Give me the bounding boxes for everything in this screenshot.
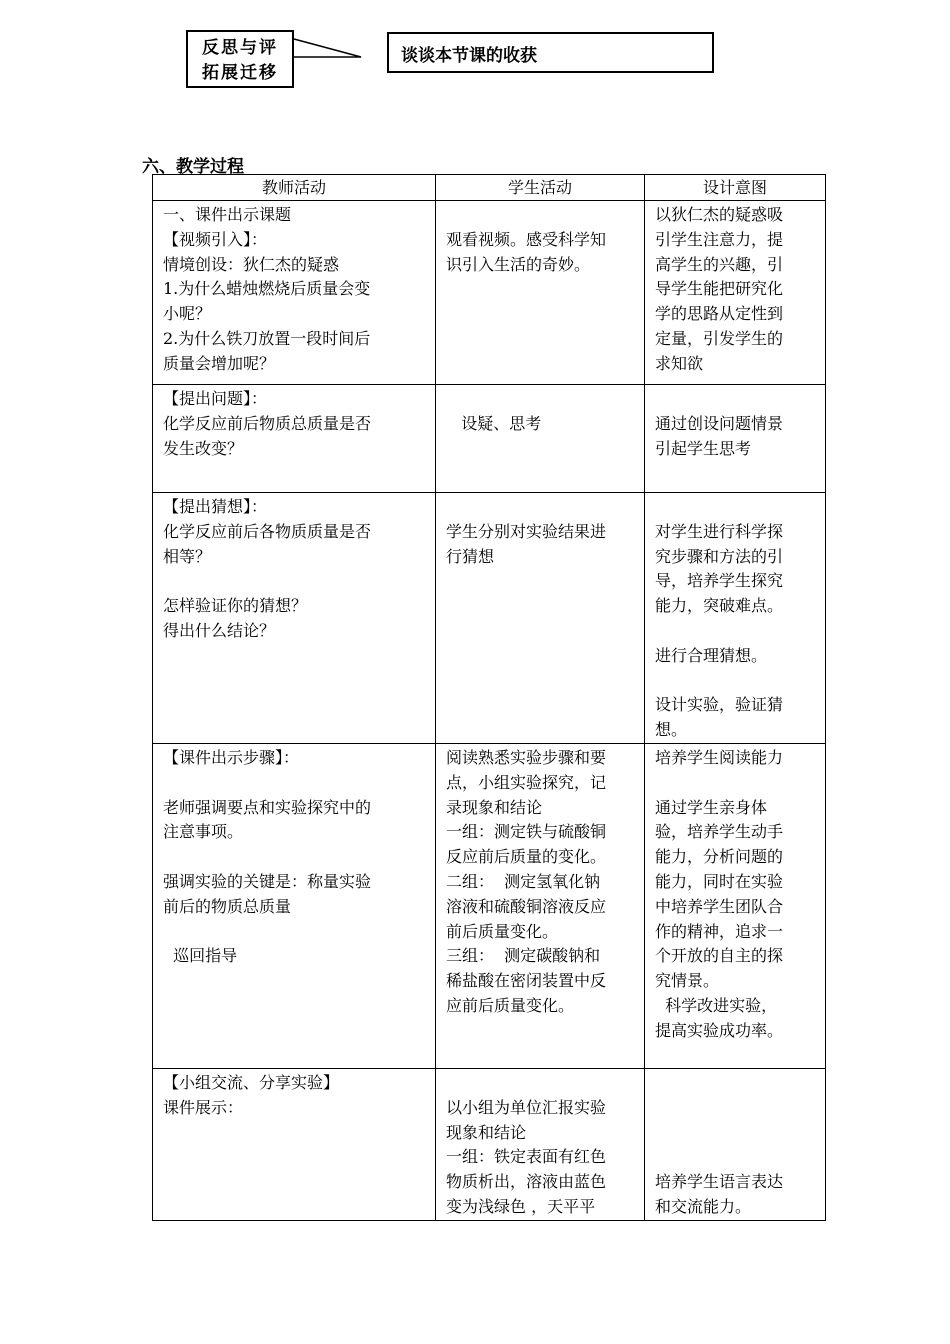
header-intent: 设计意图 bbox=[645, 175, 826, 201]
callout-pointer-arrow bbox=[293, 38, 389, 64]
cell-line: 科学改进实验， bbox=[655, 995, 778, 1015]
cell-line: 引起学生思考 bbox=[655, 438, 752, 458]
cell-line bbox=[655, 495, 817, 520]
cell-line: 【视频引入】： bbox=[163, 229, 268, 249]
cell-line: 究步骤和方法的引 bbox=[655, 546, 784, 566]
cell-line: 培养学生语言表达 bbox=[655, 1172, 784, 1192]
cell-line: 设计实验，验证猜 bbox=[655, 695, 784, 715]
cell-line: 应前后质量变化。 bbox=[446, 995, 575, 1015]
cell-student bbox=[436, 493, 645, 744]
table-row bbox=[153, 743, 826, 1068]
cell-line: 能力，分析问题的 bbox=[655, 847, 784, 867]
cell-line bbox=[655, 669, 817, 694]
cell-teacher bbox=[153, 385, 436, 493]
cell-line: 前后的物质总质量 bbox=[163, 896, 292, 916]
header-teacher: 教师活动 bbox=[153, 175, 436, 201]
cell-line: 设疑、思考 bbox=[446, 413, 542, 433]
cell-line bbox=[163, 920, 427, 945]
cell-line: 老师强调要点和实验探究中的 bbox=[163, 797, 372, 817]
cell-line: 巡回指导 bbox=[163, 946, 238, 966]
cell-student bbox=[436, 743, 645, 1068]
cell-line: 阅读熟悉实验步骤和要 bbox=[446, 747, 607, 767]
cell-line bbox=[655, 1145, 817, 1170]
cell-line: 识引入生活的奇妙。 bbox=[446, 254, 591, 274]
cell-line: 能力，同时在实验 bbox=[655, 871, 784, 891]
cell-intent bbox=[645, 743, 826, 1068]
cell-line bbox=[163, 569, 427, 594]
cell-line: 相等？ bbox=[163, 546, 212, 566]
cell-line: 【课件出示步骤】： bbox=[163, 747, 300, 767]
cell-line: 作的精神，追求一 bbox=[655, 921, 784, 941]
cell-line: 化学反应前后物质总质量是否 bbox=[163, 413, 372, 433]
cell-line bbox=[655, 771, 817, 796]
cell-intent bbox=[645, 1068, 826, 1220]
cell-student bbox=[436, 1068, 645, 1220]
cell-line: 点，小组实验探究，记 bbox=[446, 772, 607, 792]
cell-line: 一组：铁定表面有红色 bbox=[446, 1147, 607, 1167]
cell-line: 三组： 测定碳酸钠和 bbox=[446, 946, 601, 966]
cell-line: 验，培养学生动手 bbox=[655, 822, 784, 842]
cell-line: 引学生注意力，提 bbox=[655, 229, 784, 249]
cell-line: 提高实验成功率。 bbox=[655, 1020, 784, 1040]
cell-line: 导，培养学生探究 bbox=[655, 571, 784, 591]
cell-line: 反应前后质量的变化。 bbox=[446, 847, 607, 867]
cell-line bbox=[163, 771, 427, 796]
cell-line: 得出什么结论？ bbox=[163, 620, 276, 640]
cell-line: 质量会增加呢？ bbox=[163, 353, 276, 373]
cell-line: 行猜想 bbox=[446, 546, 495, 566]
callout-left-line1: 反思与评 bbox=[202, 38, 278, 58]
cell-line: 观看视频。感受科学知 bbox=[446, 229, 607, 249]
header-student: 学生活动 bbox=[436, 175, 645, 201]
cell-line: 发生改变？ bbox=[163, 438, 244, 458]
cell-line: 二组： 测定氢氧化钠 bbox=[446, 871, 601, 891]
cell-line: 学生分别对实验结果进 bbox=[446, 521, 607, 541]
teaching-process-table bbox=[152, 174, 826, 1221]
cell-teacher bbox=[153, 201, 436, 385]
cell-line: 对学生进行科学探 bbox=[655, 521, 784, 541]
cell-line: 一、课件出示课题 bbox=[163, 205, 292, 224]
callout-right-text: 谈谈本节课的收获 bbox=[401, 46, 537, 66]
cell-line bbox=[655, 387, 817, 412]
table-header-row bbox=[153, 175, 826, 201]
cell-teacher bbox=[153, 1068, 436, 1220]
cell-line: 一组：测定铁与硫酸铜 bbox=[446, 822, 607, 842]
cell-line bbox=[655, 1096, 817, 1121]
cell-line: 个开放的自主的探 bbox=[655, 946, 784, 966]
section-title: 六、教学过程 bbox=[142, 157, 244, 177]
cell-line: 化学反应前后各物质质量是否 bbox=[163, 521, 372, 541]
table-row bbox=[153, 1068, 826, 1220]
cell-line: 究情景。 bbox=[655, 971, 720, 991]
cell-line: 稀盐酸在密闭装置中反 bbox=[446, 971, 607, 991]
cell-line: 导学生能把研究化 bbox=[655, 279, 784, 299]
callout-right-box bbox=[387, 32, 714, 73]
cell-line: 物质析出，溶液由蓝色 bbox=[446, 1172, 607, 1192]
cell-line bbox=[446, 1071, 636, 1096]
cell-line: 和交流能力。 bbox=[655, 1196, 752, 1216]
cell-teacher bbox=[153, 493, 436, 744]
cell-line: 2.为什么铁刀放置一段时间后 bbox=[163, 328, 371, 348]
cell-line: 学的思路从定性到 bbox=[655, 304, 784, 324]
cell-line: 课件展示： bbox=[163, 1097, 244, 1117]
cell-line: 变为浅绿色 ，天平平 bbox=[446, 1196, 596, 1216]
cell-line: 【提出猜想】： bbox=[163, 497, 268, 516]
cell-line: 怎样验证你的猜想？ bbox=[163, 596, 308, 616]
cell-line: 中培养学生团队合 bbox=[655, 896, 784, 916]
cell-line: 情境创设：狄仁杰的疑惑 bbox=[163, 254, 340, 274]
cell-line bbox=[446, 387, 636, 412]
cell-line bbox=[446, 495, 636, 520]
cell-intent bbox=[645, 493, 826, 744]
cell-line: 现象和结论 bbox=[446, 1122, 527, 1142]
cell-line: 1.为什么蜡烛燃烧后质量会变 bbox=[163, 279, 371, 299]
cell-line: 以小组为单位汇报实验 bbox=[446, 1097, 607, 1117]
cell-line: 求知欲 bbox=[655, 353, 704, 373]
cell-line: 想。 bbox=[655, 720, 688, 740]
cell-line: 培养学生阅读能力 bbox=[655, 747, 784, 767]
cell-line: 高学生的兴趣，引 bbox=[655, 254, 784, 274]
table-row bbox=[153, 493, 826, 744]
cell-line: 通过创设问题情景 bbox=[655, 413, 784, 433]
cell-line: 录现象和结论 bbox=[446, 797, 543, 817]
cell-line: 【小组交流、分享实验】 bbox=[163, 1072, 340, 1092]
cell-intent bbox=[645, 385, 826, 493]
cell-line: 注意事项。 bbox=[163, 822, 244, 842]
cell-intent bbox=[645, 201, 826, 385]
cell-line: 小呢？ bbox=[163, 304, 212, 324]
cell-line bbox=[655, 1121, 817, 1146]
cell-line: 通过学生亲身体 bbox=[655, 797, 768, 817]
cell-line: 进行合理猜想。 bbox=[655, 645, 768, 665]
cell-line: 强调实验的关键是：称量实验 bbox=[163, 871, 372, 891]
cell-line: 溶液和硫酸铜溶液反应 bbox=[446, 896, 607, 916]
cell-line: 定量，引发学生的 bbox=[655, 328, 784, 348]
callout-left-box bbox=[186, 30, 294, 88]
table-row bbox=[153, 385, 826, 493]
cell-line: 前后质量变化。 bbox=[446, 921, 559, 941]
cell-line: 以狄仁杰的疑惑吸 bbox=[655, 205, 784, 224]
cell-line: 能力，突破难点。 bbox=[655, 596, 784, 616]
cell-line bbox=[163, 845, 427, 870]
cell-line bbox=[446, 203, 636, 228]
table-row bbox=[153, 201, 826, 385]
cell-student bbox=[436, 385, 645, 493]
cell-line: 【提出问题】： bbox=[163, 389, 268, 408]
cell-line bbox=[655, 619, 817, 644]
cell-line bbox=[655, 1071, 817, 1096]
cell-teacher bbox=[153, 743, 436, 1068]
cell-student bbox=[436, 201, 645, 385]
callout-left-line2: 拓展迁移 bbox=[202, 63, 278, 83]
